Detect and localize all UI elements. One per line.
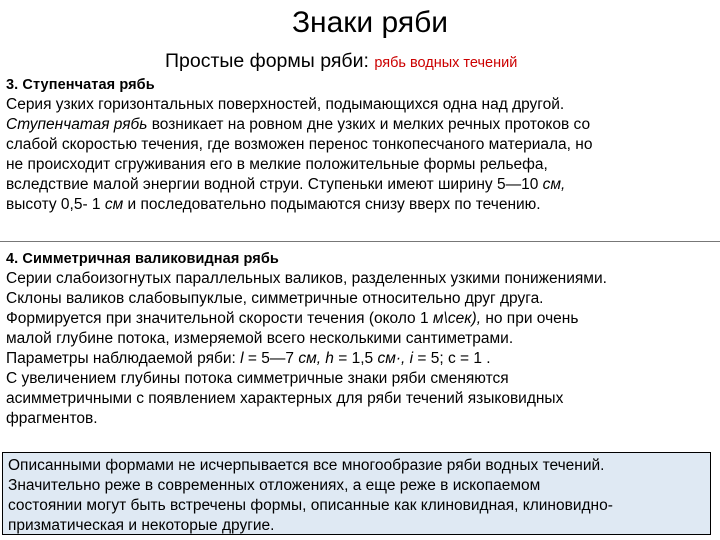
section-heading: 3. Ступенчатая рябь	[6, 77, 155, 93]
text-line: малой глубине потока, измеряемой всего несколькими сантиметрами.	[6, 330, 514, 347]
text-line: Серия узких горизонтальных поверхностей, подымающихся одна над другой.	[6, 96, 565, 113]
text-line: Серии слабоизогнутых параллельных валиков, разделенных узкими понижениями.	[6, 270, 607, 287]
subtitle-main: Простые формы ряби:	[165, 50, 375, 72]
page-title: Знаки ряби	[291, 6, 449, 39]
subtitle	[165, 50, 720, 74]
section-symmetric-ripple	[6, 249, 714, 429]
text-line: фрагментов.	[6, 410, 98, 427]
text-line: слабой скоростью течения, где возможен перенос тонкопесчаного материала, но	[6, 136, 593, 153]
section-stepped-ripple	[6, 75, 714, 215]
note-line: состоянии могут быть встречены формы, описанные как клиновидная, клиновидно-	[8, 497, 613, 514]
parameters-line: Параметры наблюдаемой ряби: l = 5—7 см, h = 1,5 см·, i = 5; с = 1 .	[6, 350, 491, 367]
text-line: не происходит сгруживания его в мелкие положительные формы рельефа,	[6, 156, 548, 173]
summary-note-box	[2, 452, 711, 535]
section-divider	[0, 241, 720, 242]
text-line: Формируется при значительной скорости течения (около 1 м\сек), но при очень	[6, 310, 579, 327]
unit-emphasis: см	[104, 196, 124, 213]
note-line: Значительно реже в современных отложениях, а еще реже в ископаемом	[8, 477, 541, 494]
section-heading: 4. Симметричная валиковидная рябь	[6, 251, 279, 267]
text-line: Склоны валиков слабовыпуклые, симметричные относительно друг друга.	[6, 290, 544, 307]
text-line: С увеличением глубины потока симметричные знаки ряби сменяются	[6, 370, 509, 387]
text-line: вследствие малой энергии водной струи. Ступеньки имеют ширину 5—10 см,	[6, 176, 566, 193]
text-line: высоту 0,5- 1 см и последовательно подымаются снизу вверх по течению.	[6, 196, 541, 213]
unit-emphasis: см,	[542, 176, 566, 193]
text-line: асимметричными с появлением характерных для ряби течений языковидных	[6, 390, 564, 407]
unit-emphasis: м\сек),	[432, 310, 482, 327]
text-line: Ступенчатая рябь возникает на ровном дне узких и мелких речных протоков со	[6, 116, 591, 133]
term-emphasis: Ступенчатая рябь	[6, 116, 148, 133]
subtitle-accent: рябь водных течений	[374, 55, 518, 71]
note-line: призматическая и некоторые другие.	[8, 517, 275, 534]
note-line: Описанными формами не исчерпывается все многообразие ряби водных течений.	[8, 457, 605, 474]
